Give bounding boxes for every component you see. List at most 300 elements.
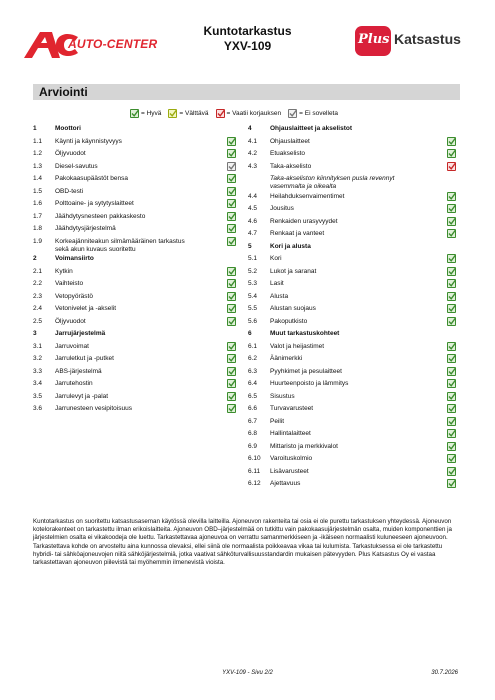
item-label	[55, 225, 116, 233]
item-label-line: Varoituskolmio	[270, 455, 313, 462]
inspection-item	[248, 468, 460, 481]
inspection-item	[248, 405, 460, 418]
status-checkbox	[447, 204, 456, 216]
status-checkbox	[227, 162, 236, 174]
status-checkbox	[447, 162, 456, 174]
legend-bad-label: = Vaatii korjauksen	[226, 110, 282, 117]
item-label	[55, 268, 73, 276]
item-label-line: Huurteenpoisto ja lämmitys	[270, 380, 349, 387]
item-label-line: Peilit	[270, 417, 285, 425]
item-label-line: Vetopyörästö	[55, 292, 93, 300]
item-number: 2.2	[33, 280, 43, 287]
status-checkbox	[447, 254, 456, 266]
status-checkbox	[227, 137, 236, 149]
item-label	[55, 330, 105, 338]
inspection-item	[248, 255, 460, 268]
status-checkbox	[447, 192, 456, 204]
category-header	[248, 125, 460, 138]
item-label-line: Kytkin	[55, 267, 73, 275]
item-label-line: Kori ja alusta	[270, 242, 311, 250]
item-number: 4.3	[248, 162, 258, 170]
status-checkbox	[227, 237, 236, 249]
check-icon	[216, 109, 225, 118]
check-icon	[130, 109, 139, 118]
item-number: 6.8	[248, 430, 258, 437]
status-checkbox	[447, 417, 456, 429]
item-label	[270, 368, 342, 376]
status-checkbox	[227, 212, 236, 224]
item-number: 2.3	[33, 292, 43, 300]
item-label-line: ABS-järjestelmä	[55, 367, 102, 375]
item-label-line: Jarrunesteen vesipitoisuus	[55, 405, 132, 412]
inspection-item	[33, 213, 240, 226]
inspection-item	[248, 163, 460, 176]
status-checkbox	[447, 304, 456, 316]
check-icon	[227, 304, 236, 313]
item-number: 6.5	[248, 392, 258, 400]
inspection-item	[33, 150, 240, 163]
inspection-item	[248, 368, 460, 381]
item-number: 1.4	[33, 175, 43, 182]
item-label-line: Heilahduksenvaimentimet	[270, 192, 345, 200]
item-number: 1.9	[33, 237, 43, 245]
plus-badge	[355, 26, 391, 56]
category-header	[33, 255, 240, 268]
item-label	[270, 138, 310, 146]
inspection-item	[248, 380, 460, 393]
item-label-line: Ajettavuus	[270, 480, 301, 487]
check-icon	[447, 467, 456, 476]
status-checkbox	[447, 367, 456, 379]
item-label-line: Alusta	[270, 292, 289, 300]
category-header	[248, 243, 460, 256]
item-label-line: Taka-akseliston kiinnityksen pusla revennyt	[270, 175, 395, 182]
check-icon	[447, 217, 456, 226]
check-icon	[447, 304, 456, 313]
item-label-line: Polttoaine- ja sytytyslaitteet	[55, 200, 134, 207]
item-label-line: Ohjauslaitteet	[270, 137, 310, 145]
item-number: 5.5	[248, 305, 258, 312]
item-label-line: Lisävarusteet	[270, 467, 309, 475]
item-label-line: Jarrulevyt ja -palat	[55, 392, 109, 400]
item-label	[270, 268, 316, 276]
item-number: 5.1	[248, 255, 258, 262]
item-label	[55, 405, 132, 413]
status-checkbox	[447, 279, 456, 291]
status-checkbox	[227, 304, 236, 316]
item-label	[55, 138, 122, 146]
check-icon	[168, 109, 177, 118]
item-label-line: Vaihteisto	[55, 280, 84, 287]
inspection-item	[33, 188, 240, 201]
check-icon	[447, 149, 456, 158]
inspection-item	[248, 218, 460, 231]
item-number: 5.3	[248, 280, 258, 287]
page-footer: YXV-109 - Sivu 2/2	[222, 670, 273, 676]
item-label	[55, 355, 114, 363]
check-icon	[227, 137, 236, 146]
item-label	[270, 125, 352, 133]
inspection-item	[248, 305, 460, 318]
legend-good	[130, 109, 161, 118]
check-icon	[447, 429, 456, 438]
item-number: 4.2	[248, 150, 258, 157]
section-header	[33, 84, 460, 100]
item-number: 6.4	[248, 380, 258, 387]
title-line-1: Kuntotarkastus	[203, 24, 292, 38]
status-checkbox	[447, 442, 456, 454]
item-number: 3.3	[33, 367, 43, 375]
check-icon	[447, 354, 456, 363]
item-number: 6.11	[248, 467, 261, 475]
check-icon	[227, 279, 236, 288]
item-label	[270, 280, 284, 288]
item-label	[270, 218, 338, 226]
item-number: 5	[248, 242, 252, 250]
check-icon	[447, 392, 456, 401]
item-number: 4.1	[248, 137, 258, 145]
item-label	[270, 293, 288, 301]
inspection-item	[248, 355, 460, 368]
item-label-line: Vetonivelet ja -akselit	[55, 305, 117, 312]
item-label-line: Sisustus	[270, 392, 295, 400]
item-label	[270, 405, 313, 413]
right-column	[248, 125, 460, 493]
item-label-line: Öljyvuodot	[55, 317, 86, 325]
check-icon	[447, 342, 456, 351]
item-label-line: Jäähdytysnesteen pakkaskesto	[55, 212, 146, 220]
status-checkbox	[227, 149, 236, 161]
item-number: 2	[33, 255, 37, 262]
item-number: 1.7	[33, 212, 43, 220]
disclaimer-text: Kuntotarkastus on suoritettu katsastusaseman käytössä olevilla laitteilla. Ajoneuvon rakenteita tai osia ei ole purettu tarkastuksen yhteydessä. Ajoneuvon kotelorakenteet on tarkastettu ilman erikoislaitteita. Ajoneuvon OBD–järjestelmää on tutkittu vain pakokaasujärjestelmän osalta, muiden komponenttien ja järjestelmien osalta ei vikakoodeja ole luettu. Tarkastettavaa ajoneuvoa on verrattu samanmerkkiseen ja -ikäiseen normaalisti kuluneeseen ajoneuvoon. Tarkastettava kohde on arvosteltu aina kunnossa olevaksi, ellei siinä ole normaalista poikkeavaa vikaa tai kulumista. Tarkastuksessa ei ole tarkastettu hybridi- tai sähköajoneuvojen niitä sähköjärjestelmiä, jotka vaativat sähköturvallisuusstandardin mukaisen pätevyyden. Plus Katsastus Oy ei vastaa tarkastettavan ajoneuvon piilevistä tai myöhemmin ilmenevistä vioista.	[33, 518, 452, 567]
item-label-line: Käynti ja käynnistyvyys	[55, 137, 122, 145]
inspection-item	[33, 343, 240, 356]
status-checkbox	[227, 317, 236, 329]
inspection-item	[248, 443, 460, 456]
inspection-item	[33, 393, 240, 406]
inspection-item	[248, 205, 460, 218]
item-number: 3	[33, 330, 37, 337]
item-label-line: Jarrutehostin	[55, 380, 93, 387]
inspection-item	[248, 193, 460, 206]
check-icon	[447, 479, 456, 488]
check-icon	[447, 204, 456, 213]
check-icon	[227, 237, 236, 246]
item-label	[270, 305, 316, 313]
item-number: 6.9	[248, 442, 258, 450]
item-label	[55, 318, 86, 326]
check-icon	[227, 212, 236, 221]
item-number: 2.5	[33, 317, 43, 325]
inspection-item	[248, 318, 460, 331]
item-number: 3.6	[33, 405, 43, 412]
item-label	[55, 188, 83, 196]
status-checkbox	[227, 199, 236, 211]
item-number: 5.2	[248, 267, 258, 275]
status-checkbox	[227, 174, 236, 186]
inspection-item	[33, 355, 240, 368]
status-checkbox	[227, 392, 236, 404]
item-label	[55, 150, 86, 158]
check-icon	[227, 392, 236, 401]
check-icon	[227, 342, 236, 351]
item-label	[270, 193, 344, 201]
inspection-item	[33, 293, 240, 306]
inspection-item	[248, 293, 460, 306]
inspection-item	[33, 380, 240, 393]
legend-warn	[168, 109, 208, 118]
status-checkbox	[227, 367, 236, 379]
item-label	[270, 443, 338, 451]
check-icon	[447, 417, 456, 426]
legend-na-label: = Ei sovelleta	[299, 110, 338, 117]
check-icon	[447, 379, 456, 388]
plus-badge-text: Plus	[358, 32, 390, 47]
status-checkbox	[447, 292, 456, 304]
item-label	[270, 163, 311, 171]
item-label-line: Äänimerkki	[270, 355, 303, 362]
status-checkbox	[447, 467, 456, 479]
item-label	[270, 318, 307, 326]
item-label-line: Jarrujärjestelmä	[55, 330, 106, 337]
item-number: 3.1	[33, 342, 43, 350]
check-icon	[447, 229, 456, 238]
item-label-line: Muut tarkastuskohteet	[270, 330, 340, 337]
item-label-line: Jäähdytysjärjestelmä	[55, 225, 116, 232]
check-icon	[227, 367, 236, 376]
item-label	[55, 343, 89, 351]
item-number: 1	[33, 125, 37, 132]
check-icon	[227, 267, 236, 276]
status-checkbox	[447, 479, 456, 491]
check-icon	[447, 192, 456, 201]
item-label	[270, 455, 312, 463]
legend-good-label: = Hyvä	[141, 110, 162, 117]
item-label	[55, 125, 81, 133]
item-number: 3.4	[33, 380, 43, 387]
inspection-item	[33, 268, 240, 281]
status-checkbox	[447, 429, 456, 441]
status-checkbox	[227, 342, 236, 354]
check-icon	[227, 317, 236, 326]
item-label-line: Pyyhkimet ja pesulaitteet	[270, 367, 342, 375]
check-icon	[447, 404, 456, 413]
check-icon	[447, 267, 456, 276]
item-label	[270, 175, 394, 191]
check-icon	[447, 367, 456, 376]
item-label	[270, 230, 324, 238]
item-label-line: Alustan suojaus	[270, 305, 316, 312]
check-icon	[447, 162, 456, 171]
inspection-item	[248, 150, 460, 163]
item-label	[55, 175, 128, 183]
status-checkbox	[227, 404, 236, 416]
item-number: 3.5	[33, 392, 43, 400]
inspection-item	[248, 480, 460, 493]
section-title: Arviointi	[39, 85, 88, 99]
brand-name-left: AUTO-CENTER	[68, 37, 158, 51]
item-number: 6	[248, 330, 252, 337]
plus-katsastus-logo	[355, 26, 475, 56]
item-number: 6.12	[248, 480, 261, 487]
inspection-item	[248, 280, 460, 293]
left-column	[33, 125, 240, 418]
item-label-line: Korkeajänniteakun silmämääräinen tarkastus	[55, 237, 185, 245]
status-checkbox	[447, 454, 456, 466]
item-label	[55, 238, 185, 254]
status-checkbox	[447, 137, 456, 149]
status-checkbox	[447, 217, 456, 229]
item-label	[270, 243, 311, 251]
item-label-line: sekä akun kuvaus suoritettu	[55, 245, 136, 253]
item-label-line: Ohjauslaitteet ja akselistot	[270, 125, 353, 132]
item-label-line: Pakokaasupäästöt bensa	[55, 175, 128, 182]
legend-na	[288, 109, 338, 118]
status-checkbox	[447, 354, 456, 366]
item-label-line: Jousitus	[270, 205, 294, 212]
item-number: 6.7	[248, 417, 258, 425]
item-label	[270, 150, 305, 158]
category-header	[33, 125, 240, 138]
check-icon	[447, 254, 456, 263]
item-label-line: Turvavarusteet	[270, 405, 314, 412]
item-label	[270, 355, 302, 363]
inspection-item	[248, 138, 460, 151]
status-checkbox	[447, 149, 456, 161]
inspection-item	[33, 305, 240, 318]
check-icon	[227, 379, 236, 388]
item-number: 4.7	[248, 230, 258, 237]
category-header	[33, 330, 240, 343]
item-number: 1.2	[33, 150, 43, 157]
category-header	[248, 330, 460, 343]
item-label	[270, 418, 284, 426]
status-checkbox	[227, 379, 236, 391]
item-label-line: Renkaat ja vanteet	[270, 230, 325, 237]
check-icon	[288, 109, 297, 118]
item-number: 5.6	[248, 317, 258, 325]
item-label-line: Valot ja heijastimet	[270, 342, 325, 350]
item-label	[55, 200, 134, 208]
item-label	[270, 330, 339, 338]
check-icon	[447, 454, 456, 463]
item-label-line: Jarruvoimat	[55, 342, 89, 350]
item-label-line: Renkaiden urasyvyydet	[270, 217, 338, 225]
footer-date: 30.7.2026	[431, 670, 458, 676]
item-number: 6.2	[248, 355, 258, 362]
item-number: 4.5	[248, 205, 258, 212]
check-icon	[447, 137, 456, 146]
inspection-item	[33, 280, 240, 293]
legend-warn-label: = Välttävä	[179, 110, 209, 117]
inspection-item	[33, 138, 240, 151]
item-label-line: OBD-testi	[55, 187, 84, 195]
check-icon	[227, 199, 236, 208]
status-checkbox	[447, 267, 456, 279]
item-number: 1.5	[33, 187, 43, 195]
inspection-item	[248, 430, 460, 443]
inspection-item	[33, 175, 240, 188]
item-label	[55, 368, 102, 376]
status-checkbox	[227, 354, 236, 366]
check-icon	[447, 292, 456, 301]
check-icon	[227, 174, 236, 183]
item-label-line: Jarruletkut ja -putket	[55, 355, 114, 362]
status-checkbox	[447, 317, 456, 329]
item-number: 6.6	[248, 405, 258, 412]
item-number: 3.2	[33, 355, 43, 362]
check-icon	[227, 404, 236, 413]
status-checkbox	[227, 187, 236, 199]
status-checkbox	[447, 342, 456, 354]
brand-name-right: Katsastus	[394, 31, 461, 47]
item-label-line: vasemmalta ja oikealta	[270, 183, 337, 190]
status-checkbox	[447, 379, 456, 391]
inspection-item	[33, 318, 240, 331]
status-checkbox	[227, 292, 236, 304]
item-label-line: Etuakselisto	[270, 150, 306, 157]
inspection-item	[248, 455, 460, 468]
item-number: 1.1	[33, 137, 43, 145]
item-number: 5.4	[248, 292, 258, 300]
inspection-item	[248, 268, 460, 281]
item-label	[270, 205, 294, 213]
item-label-line: Diesel-savutus	[55, 162, 98, 170]
status-checkbox	[447, 404, 456, 416]
item-number: 4.6	[248, 217, 258, 225]
status-checkbox	[447, 392, 456, 404]
item-label-line: Öljyvuodot	[55, 150, 86, 157]
inspection-item	[248, 418, 460, 431]
inspection-item	[33, 368, 240, 381]
item-label-line: Taka-akselisto	[270, 162, 312, 170]
item-label-line: Moottori	[55, 125, 81, 132]
item-label	[270, 430, 311, 438]
item-label	[55, 293, 93, 301]
item-label	[55, 305, 116, 313]
item-label	[270, 393, 295, 401]
status-checkbox	[227, 224, 236, 236]
item-number: 1.8	[33, 225, 43, 232]
check-icon	[447, 279, 456, 288]
item-label	[55, 280, 83, 288]
inspection-item	[33, 200, 240, 213]
check-icon	[227, 224, 236, 233]
inspection-item	[248, 343, 460, 356]
item-number: 1.6	[33, 200, 43, 207]
item-number: 6.10	[248, 455, 261, 462]
item-number: 4.4	[248, 192, 258, 200]
inspection-item	[33, 163, 240, 176]
item-label	[270, 343, 324, 351]
inspection-item	[248, 393, 460, 406]
title-line-2: YXV-109	[223, 39, 272, 53]
item-label	[270, 255, 282, 263]
check-icon	[447, 442, 456, 451]
item-label	[270, 380, 348, 388]
item-label-line: Hallintalaitteet	[270, 430, 311, 437]
inspection-item	[33, 225, 240, 238]
item-label	[55, 255, 94, 263]
inspection-item	[33, 405, 240, 418]
status-checkbox	[227, 267, 236, 279]
inspection-note	[248, 175, 460, 193]
status-checkbox	[447, 229, 456, 241]
status-checkbox	[227, 279, 236, 291]
item-label	[270, 480, 300, 488]
inspection-item	[33, 238, 240, 256]
